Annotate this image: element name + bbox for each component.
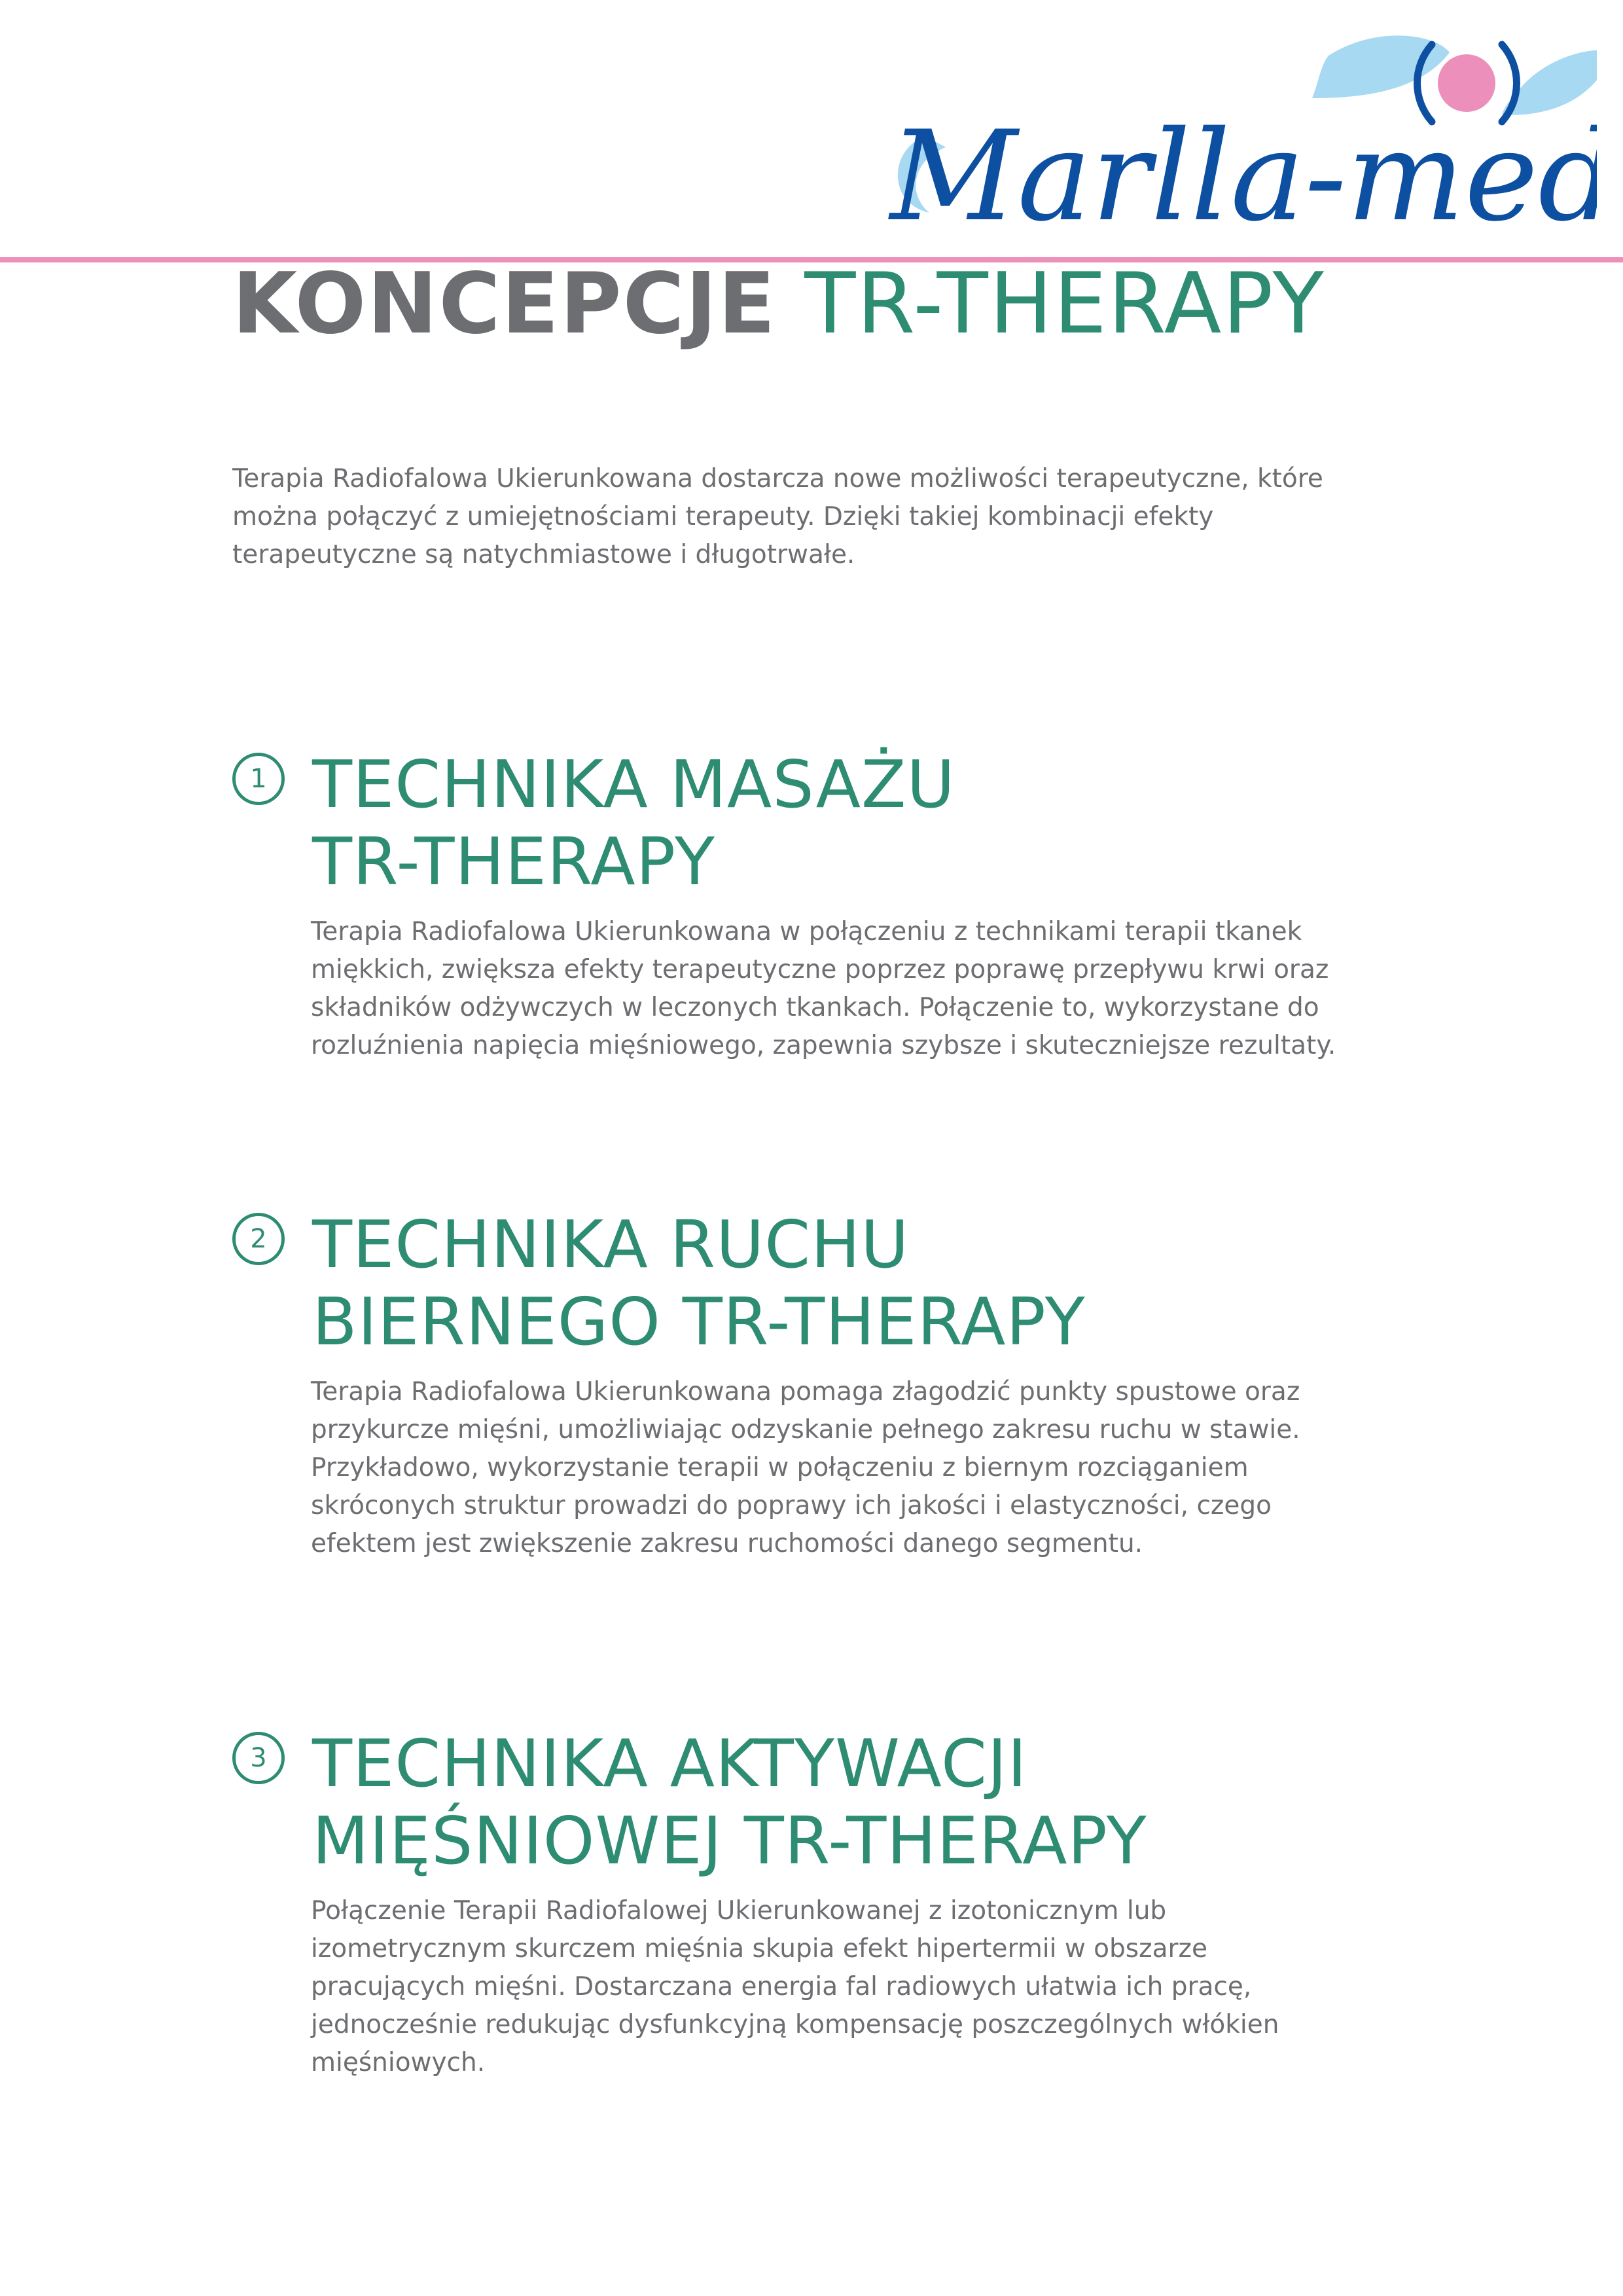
section-body: Połączenie Terapii Radiofalowej Ukierunkowanej z izotonicznym lub izometrycznym skurczem mięśnia skupia efekt hipertermii w obszarze pracujących mięśni. Dostarczana energia fal radiowych ułatwia ich pracę, jednocześnie redukując dysfunkcyjną kompensację poszczególnych włókien mięśniowych. (311, 1896, 1279, 2077)
brand-logo (877, 26, 1597, 236)
section-heading-line: TECHNIKA MASAŻU (312, 746, 955, 823)
section-heading (312, 1206, 1412, 1361)
section-number-badge: 3 (232, 1732, 285, 1784)
section-heading-line: TECHNIKA RUCHU (312, 1206, 910, 1283)
section-body: Terapia Radiofalowa Ukierunkowana pomaga złagodzić punkty spustowe oraz przykurcze mięśni, umożliwiając odzyskanie pełnego zakresu ruchu w stawie. Przykładowo, wykorzystanie terapii w połączeniu z biernym rozciąganiem skróconych struktur prowadzi do poprawy ich jakości i elastyczności, czego efektem jest zwiększenie zakresu ruchomości danego segmentu. (311, 1377, 1300, 1558)
section-body: Terapia Radiofalowa Ukierunkowana w połączeniu z technikami terapii tkanek miękkich, zwiększa efekty terapeutyczne poprzez poprawę przepływu krwi oraz składników odżywczych w leczonych tkankach. Połączenie to, wykorzystane do rozluźnienia napięcia mięśniowego, zapewnia szybsze i skuteczniejsze rezultaty. (311, 917, 1336, 1060)
section-heading-line: TECHNIKA AKTYWACJI (312, 1725, 1027, 1802)
logo-wordmark: Marlla-med (890, 104, 1597, 236)
section-heading-line: BIERNEGO TR-THERAPY (312, 1283, 1086, 1360)
section-heading (312, 1725, 1412, 1880)
intro-paragraph: Terapia Radiofalowa Ukierunkowana dostarcza nowe możliwości terapeutyczne, które można połączyć z umiejętnościami terapeuty. Dzięki takiej kombinacji efekty terapeutyczne są natychmiastowe i długotrwałe. (232, 464, 1323, 569)
page-title-accent: TR-THERAPY (804, 255, 1325, 353)
pink-dot-icon (1438, 54, 1495, 112)
page-title-strong: KONCEPCJE (232, 255, 777, 353)
page-title (232, 255, 1325, 353)
section-heading-line: TR-THERAPY (312, 823, 715, 900)
section-number-badge: 2 (232, 1213, 285, 1265)
section-heading (312, 746, 1412, 901)
section-number-badge: 1 (232, 753, 285, 805)
section-heading-line: MIĘŚNIOWEJ TR-THERAPY (312, 1803, 1147, 1879)
